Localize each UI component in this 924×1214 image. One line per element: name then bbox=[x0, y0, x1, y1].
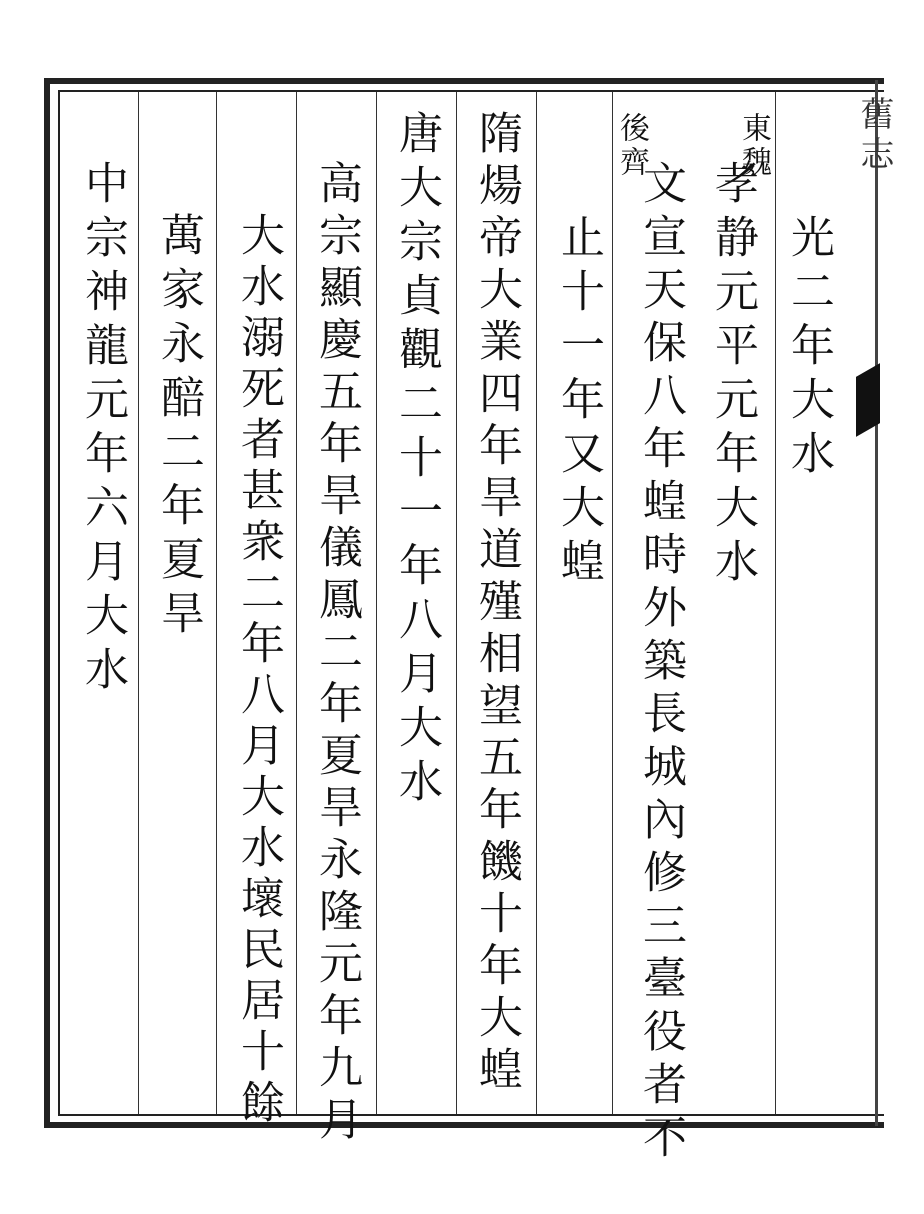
text-column-2: 孝静元平元年大水 bbox=[707, 160, 758, 592]
column-divider bbox=[775, 92, 776, 1114]
text-column-7: 高宗顯慶五年旱儀鳳二年夏旱永隆元年九月 bbox=[311, 160, 362, 1148]
text-column-1: 光二年大水 bbox=[783, 214, 834, 484]
text-column-9: 萬家永醅二年夏旱 bbox=[153, 212, 204, 644]
column-divider bbox=[296, 92, 297, 1114]
column-divider bbox=[456, 92, 457, 1114]
text-column-4: 止十一年又大蝗 bbox=[553, 214, 604, 592]
text-column-6: 唐大宗貞觀二十一年八月大水 bbox=[391, 110, 442, 812]
text-column-3: 文宣天保八年蝗時外築長城內修三臺役者不 bbox=[635, 160, 686, 1167]
column-divider bbox=[536, 92, 537, 1114]
text-column-8: 大水溺死者甚衆二年八月大水壞民居十餘 bbox=[233, 212, 284, 1130]
column-divider bbox=[216, 92, 217, 1114]
column-divider bbox=[612, 92, 613, 1114]
dynasty-note-dongwei: 東魏 bbox=[736, 112, 771, 180]
page-frame-right bbox=[875, 80, 878, 1126]
text-column-10: 中宗神龍元年六月大水 bbox=[77, 160, 128, 700]
column-divider bbox=[376, 92, 377, 1114]
text-column-5: 隋煬帝大業四年旱道殣相望五年饑十年大蝗 bbox=[471, 110, 522, 1098]
dynasty-note-houqi: 後齊 bbox=[614, 112, 649, 180]
column-divider bbox=[138, 92, 139, 1114]
edge-title: 舊志 bbox=[854, 96, 894, 176]
